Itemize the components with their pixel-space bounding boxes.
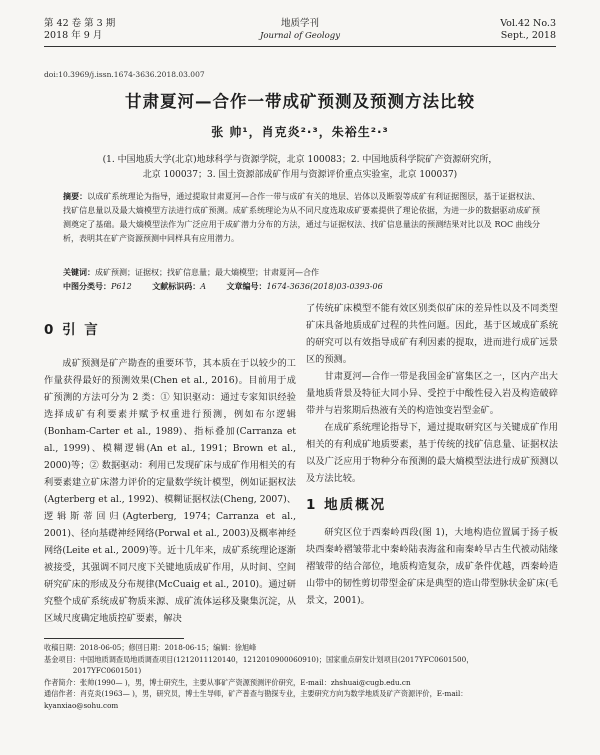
paragraph: 了传统矿床模型不能有效区别类似矿床的差异性以及不同类型矿床具备地质成矿过程的共性问题。因此，基于区域成矿系统的研究可以有效指导成矿有利因素的提取，进而进行成矿远景区的预测。 xyxy=(306,303,558,365)
article-label: 文章编号： xyxy=(226,282,267,291)
right-column xyxy=(306,300,558,609)
authors: 张 帅¹，肖克炎²·³，朱裕生²·³ xyxy=(211,125,389,139)
date-en: Sept., 2018 xyxy=(500,30,556,41)
running-header xyxy=(44,18,556,46)
paragraph: 在成矿系统理论指导下，通过提取研究区与关键成矿作用相关的有利成矿地质要素，基于传统的找矿信息量、证据权法以及广泛应用于物种分布预测的最大熵模型法进行成矿预测以及方法比较。 xyxy=(306,422,558,484)
corresponding-email[interactable]: kyanxiao@sohu.com xyxy=(44,700,119,710)
doc-label: 文献标识码： xyxy=(152,282,201,291)
footnote-received: 收稿日期：2018-06-05；修回日期：2018-06-15；编辑：徐旭峰 xyxy=(44,643,257,652)
date-cn: 2018 年 9 月 xyxy=(44,30,103,41)
footnote-author-bio: 作者简介：张帅(1990— )，男，博士研究生，主要从事矿产资源预测评价研究，E-mail：zhshuai@cugb.edu.cn xyxy=(44,677,411,687)
keywords xyxy=(63,266,540,279)
footnote-rule xyxy=(44,638,184,639)
article-number xyxy=(227,282,383,291)
affiliations xyxy=(0,153,600,183)
doc-value: A xyxy=(200,282,206,291)
classification-line xyxy=(63,280,540,293)
volume-issue-cn: 第 42 卷 第 3 期 xyxy=(44,18,116,29)
abstract-label: 摘要： xyxy=(63,192,88,201)
paragraph: 成矿预测是矿产勘查的重要环节，其本质在于以较少的工作量获得最好的预测效果(Chen et al., 2016)。目前用于成矿预测的方法可分为 2 类：① 知识驱动：通过专家知识经验选择成矿有利要素并赋予权重进行预测，例如布尔逻辑(Bonham-Carter et al., 1989)、指标叠加(Carranza et al., 1999)、模糊逻辑(An et al., 1991；Brown et al., 2000)等；② 数据驱动：利用已发现矿床与成矿作用相关的有利要素建立矿床潜力评价的定量数学统计模型，例如证据权法(Agterberg et al., 1992)、模糊证据权法(Cheng, 2007)、逻辑斯蒂回归(Agterberg, 1974；Carranza et al., 2001)、径向基礎神经网络(Porwal et al., 2003)及概率神经网络(Leite et al., 2009)等。近十几年来，成矿系统理论逐渐被接受，其强调不同尺度下关键地质成矿作用，从时间、空间研究矿床的形成及分布规律(McCuaig et al., 2010)。通过研究整个成矿系统成矿物质来源、成矿流体运移及聚集沉淀，从区域尺度确定地质控矿要素，解决 xyxy=(44,358,296,624)
footnote-corresponding: 通信作者：肖克炎(1963— )，男，研究员，博士生导师，矿产普查与勘探专业，主要研究方向为数学地质及矿产资源评价，E-mail： xyxy=(44,689,468,699)
volume-issue-en: Vol.42 No.3 xyxy=(500,18,556,29)
keywords-text: 成矿预测；证据权；找矿信息量；最大熵模型；甘肃夏河—合作 xyxy=(95,268,319,277)
article-value: 1674-3636(2018)03-0393-06 xyxy=(266,282,383,291)
doi: doi:10.3969/j.issn.1674-3636.2018.03.007 xyxy=(44,70,205,79)
abstract xyxy=(63,190,540,246)
paper-title: 甘肃夏河—合作一带成矿预测及预测方法比较 xyxy=(125,92,475,111)
clc-number xyxy=(63,282,132,291)
affiliation-line: (1. 中国地质大学(北京)地球科学与资源学院，北京 100083；2. 中国地质科学院矿产资源研究所， xyxy=(102,155,498,165)
journal-name-en: Journal of Geology xyxy=(259,31,340,41)
clc-label: 中图分类号： xyxy=(63,282,111,291)
section-heading-introduction: 0 引 言 xyxy=(44,322,100,338)
document-code xyxy=(152,282,206,291)
abstract-text: 以成矿系统理论为指导，通过提取甘肃夏河—合作一带与成矿有关的地层、岩体以及断裂等成矿有利证据图层，基于证据权法、找矿信息量以及最大熵模型方法进行成矿预测。成矿系统理论为从不同尺度选取成矿要素提供了理论依据，为进一步的数据驱动成矿预测奠定了基础。最大熵模型法作为广泛应用于成矿潜力分布的方法，通过与证据权法、找矿信息量法的预测结果对比以及 ROC 曲线分析，表明其在矿产资源预测中同样具有应用潜力。 xyxy=(63,192,541,243)
paragraph: 甘肃夏河—合作一带是我国金矿富集区之一，区内产出大量地质背景及特征大同小异、受控于中酸性侵入岩及构造破碎带并与岩浆期后热液有关的构造蚀变岩型金矿。 xyxy=(306,371,558,416)
footnotes xyxy=(44,642,556,712)
journal-name-cn: 地质学刊 xyxy=(280,18,319,29)
clc-value: P612 xyxy=(111,282,132,291)
keywords-label: 关键词： xyxy=(63,268,95,277)
footnote-fund: 基金项目：中国地质调查局地质调查项目(1212011120140，1212010900060910)；国家重点研发计划项目(2017YFC0601500， xyxy=(44,654,474,664)
affiliation-line: 北京 100037；3. 国土资源部成矿作用与资源评价重点实验室，北京 100037) xyxy=(142,170,458,180)
header-right xyxy=(500,18,556,42)
header-center xyxy=(44,18,556,42)
paragraph: 研究区位于西秦岭西段(图 1)，大地构造位置属于扬子板块西秦岭褶皱带北中秦岭陆表海盆和南秦岭早古生代被动陆缘褶皱带的结合部位，地质构造复杂，成矿条件优越，西秦岭造山带中的韧性剪切带型金矿床是典型的造山带型脉状金矿床(毛景文，2001)。 xyxy=(306,527,558,606)
section-heading-geology: 1 地质概况 xyxy=(306,497,387,513)
left-column xyxy=(44,300,296,627)
footnote-fund-continued: 2017YFC0601501) xyxy=(72,666,142,676)
header-rule xyxy=(44,46,556,47)
